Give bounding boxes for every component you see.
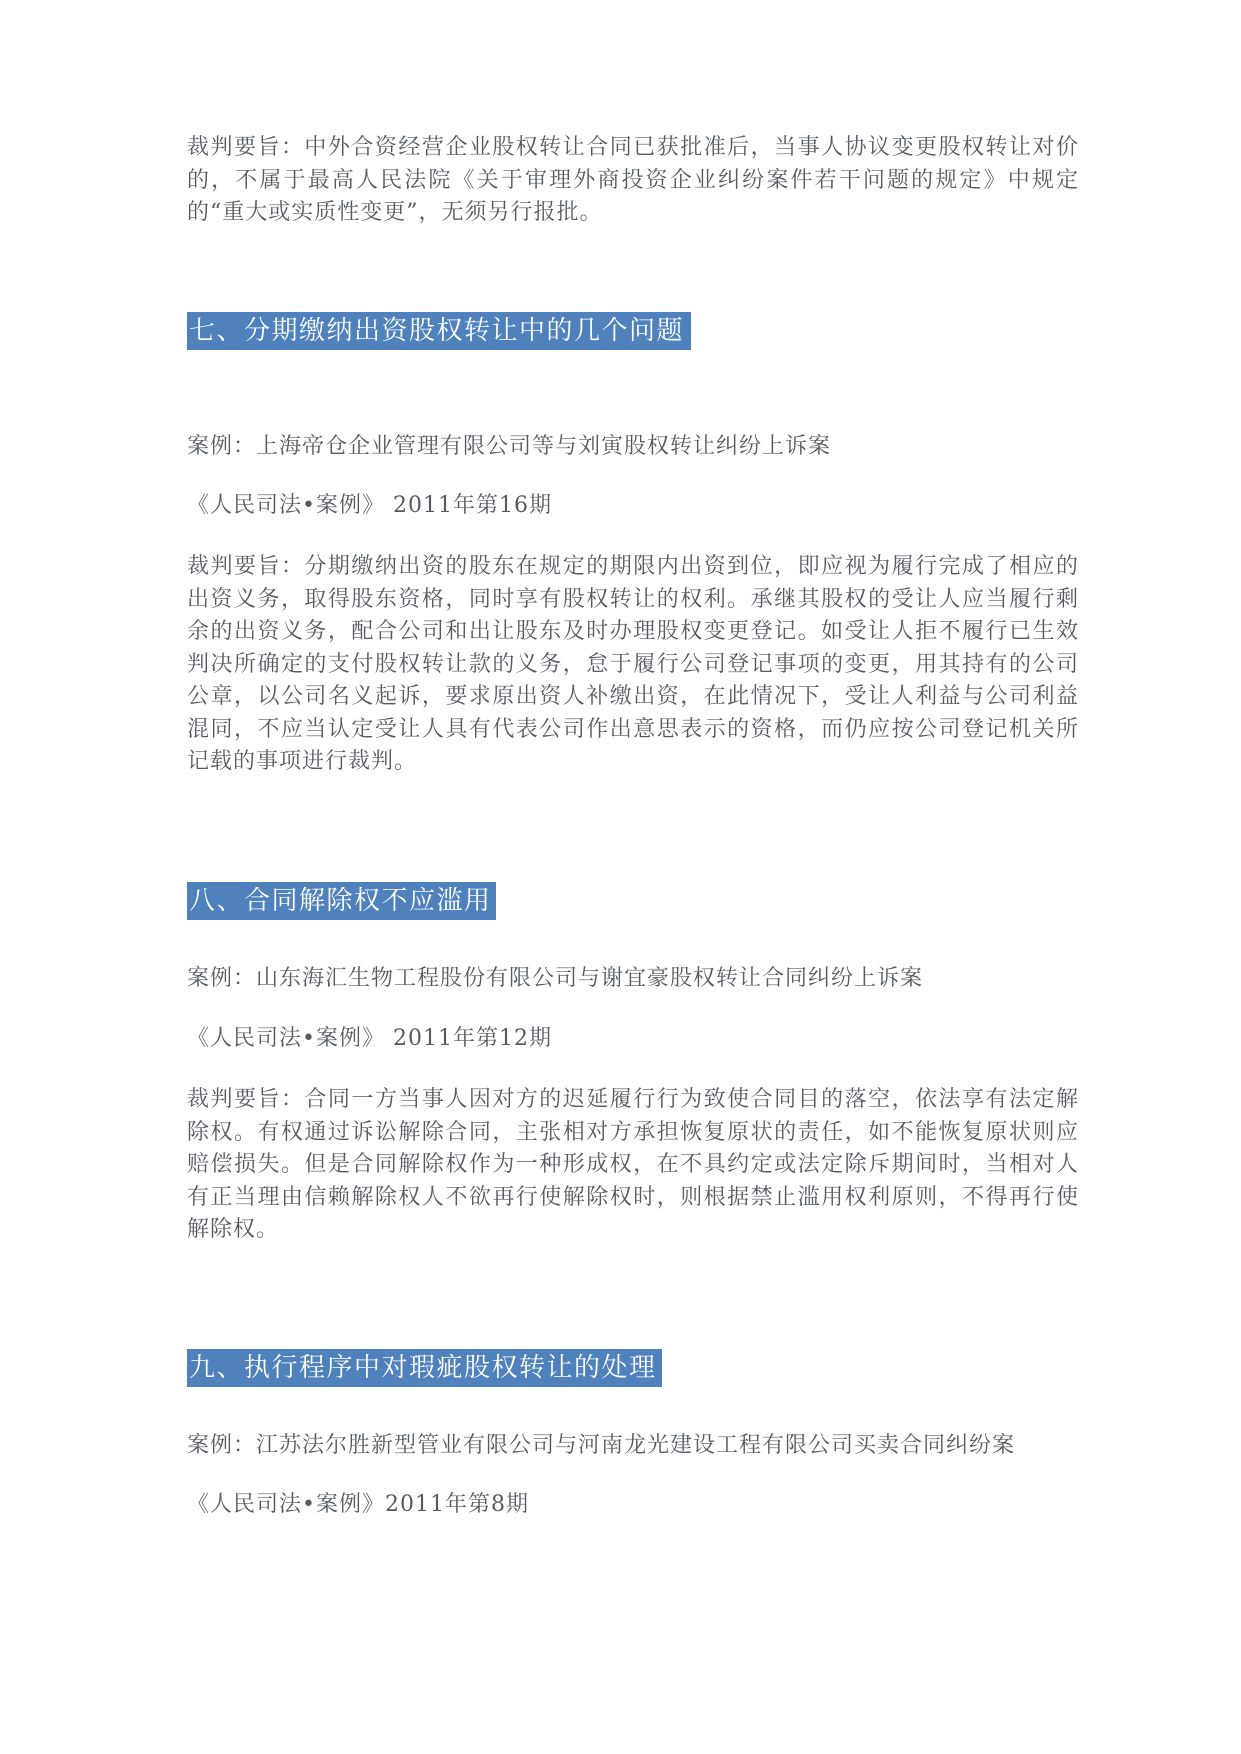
section-8-case: 案例：山东海汇生物工程股份有限公司与谢宜豪股权转让合同纠纷上诉案 <box>187 966 924 991</box>
section-8-source: 《人民司法•案例》 2011年第12期 <box>187 1026 552 1051</box>
section-9-source: 《人民司法•案例》2011年第8期 <box>187 1492 529 1517</box>
section-9-heading: 九、执行程序中对瑕疵股权转让的处理 <box>187 1349 662 1387</box>
section-7-source: 《人民司法•案例》 2011年第16期 <box>187 493 552 518</box>
section-8-ruling-paragraph: 裁判要旨：合同一方当事人因对方的迟延履行行为致使合同目的落空，依法享有法定解除权。有权通过诉讼解除合同，主张相对方承担恢复原状的责任，如不能恢复原状则应赔偿损失。但是合同解除权作为一种形成权，在不具约定或法定除斥期间时，当相对人有正当理由信赖解除权人不欲再行使解除权时，则根据禁止滥用权利原则，不得再行使解除权。 <box>187 1087 1079 1242</box>
section-7-heading: 七、分期缴纳出资股权转让中的几个问题 <box>187 312 691 350</box>
section-9-case: 案例：江苏法尔胜新型管业有限公司与河南龙光建设工程有限公司买卖合同纠纷案 <box>187 1433 1016 1458</box>
section-7-case: 案例：上海帝仓企业管理有限公司等与刘寅股权转让纠纷上诉案 <box>187 434 832 459</box>
section-8-heading: 八、合同解除权不应滥用 <box>187 882 496 920</box>
intro-ruling-paragraph: 裁判要旨：中外合资经营企业股权转让合同已获批准后，当事人协议变更股权转让对价的，不属于最高人民法院《关于审理外商投资企业纠纷案件若干问题的规定》中规定的“重大或实质性变更”，无须另行报批。 <box>187 135 1079 225</box>
section-7-ruling-paragraph: 裁判要旨：分期缴纳出资的股东在规定的期限内出资到位，即应视为履行完成了相应的出资义务，取得股东资格，同时享有股权转让的权利。承继其股权的受让人应当履行剩余的出资义务，配合公司和出让股东及时办理股权变更登记。如受让人拒不履行已生效判决所确定的支付股权转让款的义务，怠于履行公司登记事项的变更，用其持有的公司公章，以公司名义起诉，要求原出资人补缴出资，在此情况下，受让人利益与公司利益混同，不应当认定受让人具有代表公司作出意思表示的资格，而仍应按公司登记机关所记载的事项进行裁判。 <box>187 554 1079 774</box>
